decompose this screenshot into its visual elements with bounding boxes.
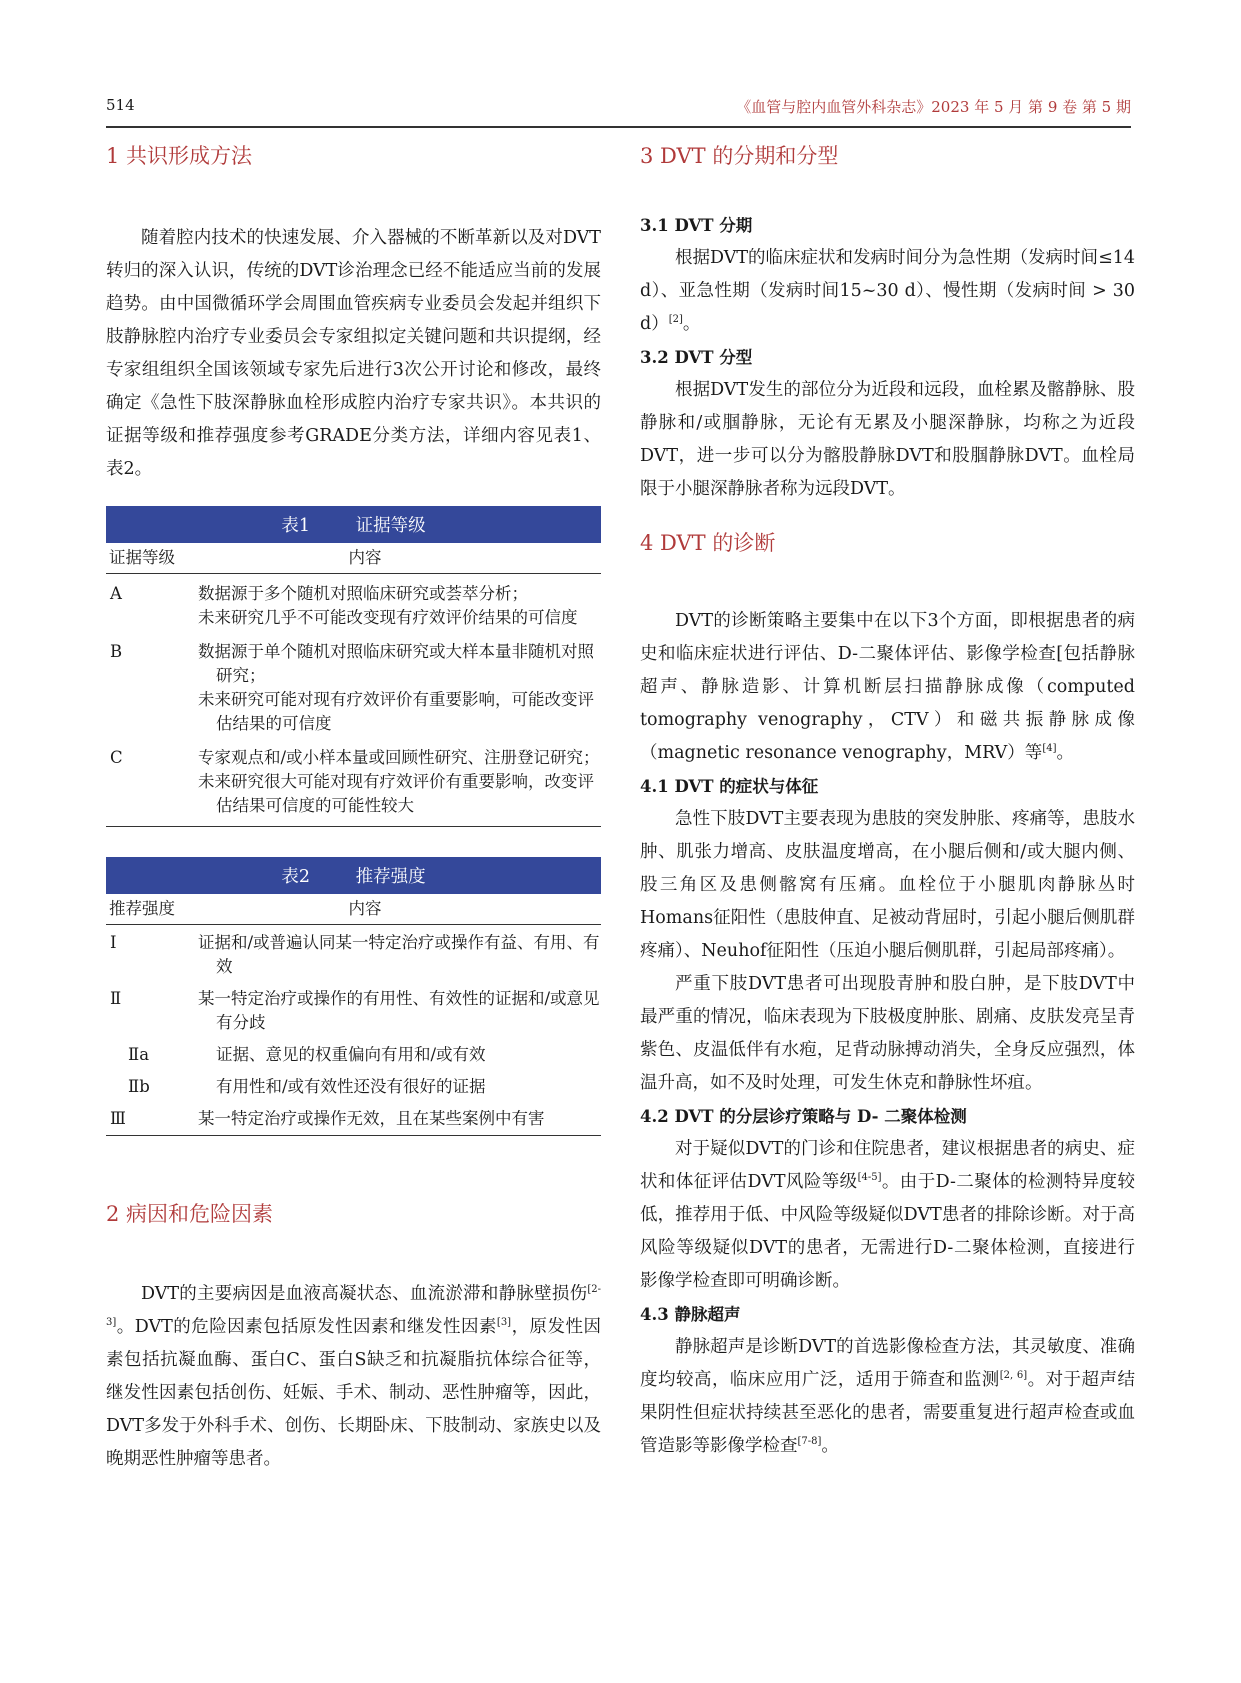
section-4-1-paragraph-2: 严重下肢DVT患者可出现股青肿和股白肿，是下肢DVT中最严重的情况，临床表现为下肢极度肿胀、剧痛、皮肤发亮呈青紫色、皮温低伴有水疱，足背动脉搏动消失，全身反应强烈，体温升高，如不及时处理，可发生休克和静脉性坏疽。	[640, 974, 1135, 1093]
section-2-title: 2 病因和危险因素	[106, 1202, 274, 1226]
row-content-line: 数据源于单个随机对照临床研究或大样本量非随机对照研究；	[198, 642, 594, 685]
section-4-1-paragraph-1: 急性下肢DVT主要表现为患肢的突发肿胀、疼痛等，患肢水肿、肌张力增高、皮肤温度增高，在小腿后侧和/或大腿内侧、股三角区及患侧髂窝有压痛。血栓位于小腿肌肉静脉丛时Homans征阳性（患肢伸直、足被动背屈时，引起小腿后侧肌群疼痛）、Neuhof征阳性（压迫小腿后侧肌群，引起局部疼痛）。	[640, 809, 1135, 961]
row-grade: Ⅱ	[110, 989, 122, 1008]
section-2-text-c: ，原发性因素包括抗凝血酶、蛋白C、蛋白S缺乏和抗凝脂抗体综合征等，继发性因素包括创伤、妊娠、手术、制动、恶性肿瘤等，因此，DVT多发于外科手术、创伤、长期卧床、下肢制动、家族史以及晚期恶性肿瘤等患者。	[106, 1317, 602, 1469]
section-2-text-b: 。DVT的危险因素包括原发性因素和继发性因素	[116, 1317, 497, 1337]
table-row	[106, 1107, 601, 1131]
table-1-title: 证据等级	[355, 516, 426, 536]
row-grade: A	[110, 584, 122, 603]
table-2-col-content: 内容	[348, 899, 382, 918]
table-row	[106, 931, 601, 979]
section-4-paragraph	[640, 605, 1135, 770]
row-content-line: 数据源于多个随机对照临床研究或荟萃分析；	[198, 584, 528, 603]
table-row	[106, 1043, 601, 1067]
row-content	[198, 746, 601, 818]
citation: [3]	[496, 1317, 512, 1329]
row-content-line: 某一特定治疗或操作无效，且在某些案例中有害	[198, 1109, 545, 1128]
section-4-3-text-c: 。	[821, 1436, 839, 1456]
section-3-1-paragraph	[640, 242, 1135, 341]
section-3-1-text: 根据DVT的临床症状和发病时间分为急性期（发病时间≤14 d）、亚急性期（发病时间15~30 d）、慢性期（发病时间 > 30 d）	[640, 248, 1135, 334]
left-column	[106, 140, 601, 1476]
section-3-1-title: 3.1 DVT 分期	[640, 216, 753, 235]
table-2-col-grade: 推荐强度	[109, 899, 175, 918]
table-1-col-grade: 证据等级	[109, 548, 175, 567]
row-content	[216, 1043, 601, 1067]
section-1-title: 1 共识形成方法	[106, 144, 253, 168]
citation: [7-8]	[797, 1436, 822, 1448]
table-2-label: 表2	[281, 867, 311, 887]
page-header	[106, 96, 1131, 128]
section-4-text-end: 。	[1056, 743, 1074, 763]
row-grade: Ⅱa	[128, 1045, 150, 1064]
table-2-title: 推荐强度	[355, 867, 426, 887]
section-4-3-text-a: 静脉超声是诊断DVT的首选影像检查方法，其灵敏度、准确度均较高，临床应用广泛，适用于筛查和监测	[640, 1337, 1135, 1390]
row-grade: Ⅱb	[128, 1077, 150, 1096]
row-content	[216, 1075, 601, 1099]
section-2-text-a: DVT的主要病因是血液高凝状态、血流淤滞和静脉壁损伤	[141, 1284, 588, 1304]
table-2	[106, 857, 601, 1136]
citation: [2, 6]	[999, 1370, 1028, 1382]
row-content-line: 未来研究几乎不可能改变现有疗效评价结果的可信度	[198, 608, 578, 627]
citation: [2]	[668, 314, 683, 326]
row-grade: Ⅰ	[110, 933, 117, 952]
section-2-paragraph	[106, 1278, 601, 1476]
citation: [4]	[1042, 743, 1057, 755]
table-row	[106, 1075, 601, 1099]
row-content-line: 证据、意见的权重偏向有用和/或有效	[216, 1045, 486, 1064]
section-4-3-paragraph	[640, 1331, 1135, 1463]
section-4-2-text-a: 对于疑似DVT的门诊和住院患者，建议根据患者的病史、症状和体征评估DVT风险等级	[640, 1139, 1135, 1192]
section-4-title: 4 DVT 的诊断	[640, 531, 776, 555]
page-number: 514	[106, 96, 135, 114]
section-4-3-title: 4.3 静脉超声	[640, 1305, 741, 1324]
section-1-paragraph: 随着腔内技术的快速发展、介入器械的不断革新以及对DVT转归的深入认识，传统的DVT诊治理念已经不能适应当前的发展趋势。由中国微循环学会周围血管疾病专业委员会发起并组织下肢静脉腔内治疗专业委员会专家组拟定关键问题和共识提纲，经专家组组织全国该领域专家先后进行3次公开讨论和修改，最终确定《急性下肢深静脉血栓形成腔内治疗专家共识》。本共识的证据等级和推荐强度参考GRADE分类方法，详细内容见表1、表2。	[106, 228, 601, 479]
journal-title: 《血管与腔内血管外科杂志》2023 年 5 月 第 9 卷 第 5 期	[736, 98, 1131, 116]
row-grade: C	[110, 748, 123, 767]
citation: [4-5]	[857, 1172, 882, 1184]
section-3-2-title: 3.2 DVT 分型	[640, 348, 753, 367]
row-content	[198, 582, 601, 630]
section-4-text: DVT的诊断策略主要集中在以下3个方面，即根据患者的病史和临床症状进行评估、D-二聚体评估、影像学检查[包括静脉超声、静脉造影、计算机断层扫描静脉成像（computed tomography venography，CTV）和磁共振静脉成像（magnetic resonance venography，MRV）等	[640, 611, 1135, 763]
section-4-2-title: 4.2 DVT 的分层诊疗策略与 D- 二聚体检测	[640, 1107, 967, 1126]
row-content	[198, 931, 601, 979]
table-row	[106, 987, 601, 1035]
row-content-line: 未来研究可能对现有疗效评价有重要影响，可能改变评估结果的可信度	[198, 690, 594, 733]
section-4-1-title: 4.1 DVT 的症状与体征	[640, 777, 819, 796]
table-2-header	[106, 894, 601, 925]
row-content-line: 某一特定治疗或操作的有用性、有效性的证据和/或意见有分歧	[198, 989, 600, 1032]
section-4-2-text-b: 。由于D-二聚体的检测特异度较低，推荐用于低、中风险等级疑似DVT患者的排除诊断。对于高风险等级疑似DVT的患者，无需进行D-二聚体检测，直接进行影像学检查即可明确诊断。	[640, 1172, 1135, 1291]
citation: [2-3]	[106, 1284, 601, 1329]
section-4-2-paragraph	[640, 1133, 1135, 1298]
row-grade: Ⅲ	[110, 1109, 126, 1128]
table-2-caption	[106, 857, 601, 894]
table-1	[106, 506, 601, 827]
section-3-title: 3 DVT 的分期和分型	[640, 144, 839, 168]
section-4-3-text-b: 。对于超声结果阴性但症状持续甚至恶化的患者，需要重复进行超声检查或血管造影等影像学检查	[640, 1370, 1136, 1456]
row-content	[198, 1107, 601, 1131]
section-3-2-paragraph: 根据DVT发生的部位分为近段和远段，血栓累及髂静脉、股静脉和/或腘静脉，无论有无累及小腿深静脉，均称之为近段DVT，进一步可以分为髂股静脉DVT和股腘静脉DVT。血栓局限于小腿深静脉者称为远段DVT。	[640, 380, 1135, 499]
row-content-line: 证据和/或普遍认同某一特定治疗或操作有益、有用、有效	[198, 933, 600, 976]
right-column	[640, 140, 1135, 1463]
table-1-header	[106, 543, 601, 574]
row-grade: B	[110, 642, 123, 661]
row-content-line: 专家观点和/或小样本量或回顾性研究、注册登记研究；	[198, 748, 600, 767]
row-content	[198, 987, 601, 1035]
table-1-caption	[106, 506, 601, 543]
table-1-col-content: 内容	[348, 548, 382, 567]
table-row	[106, 582, 601, 630]
section-3-1-text-end: 。	[682, 314, 701, 334]
table-row	[106, 746, 601, 818]
row-content	[198, 640, 601, 736]
table-1-label: 表1	[281, 516, 311, 536]
row-content-line: 有用性和/或有效性还没有很好的证据	[216, 1077, 486, 1096]
table-row	[106, 640, 601, 736]
row-content-line: 未来研究很大可能对现有疗效评价有重要影响，改变评估结果可信度的可能性较大	[198, 772, 594, 815]
